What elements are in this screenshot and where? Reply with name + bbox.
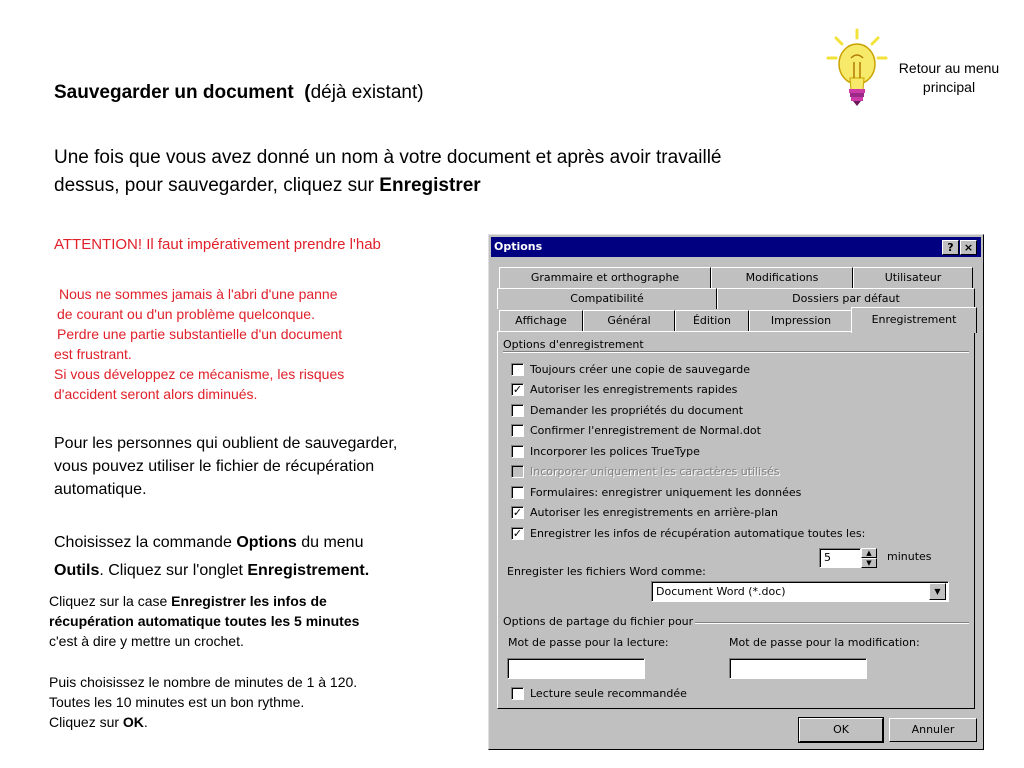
checkbox-row[interactable] (511, 504, 951, 520)
checkbox-row[interactable] (511, 422, 951, 438)
spin-up-button[interactable] (861, 548, 877, 558)
tab-modifications[interactable]: Modifications (711, 267, 853, 288)
final-instructions: Puis choisissez le nombre de minutes de 1 à 120. Toutes les 10 minutes est un bon rythme. Cliquez sur OK. (49, 674, 358, 730)
warning-line: est frustrant. (54, 346, 132, 362)
ok-button[interactable]: OK (799, 718, 883, 742)
minutes-label: minutes (887, 550, 932, 563)
password-read-label: Mot de passe pour la lecture: (508, 636, 669, 649)
tab-compatibilite[interactable]: Compatibilité (497, 288, 717, 309)
slide-title-bold: Sauvegarder un document (54, 82, 294, 103)
intro-line-2: dessus, pour sauvegarder, cliquez sur Enregistrer (54, 175, 481, 196)
readonly-label: Lecture seule recommandée (530, 687, 687, 700)
home-link-line2: principal (922, 79, 976, 95)
password-read-input[interactable] (507, 658, 645, 679)
help-icon: ? (947, 241, 954, 254)
warning-line: Nous ne sommes jamais à l'abri d'une panne (59, 286, 338, 302)
tab-edition[interactable]: Édition (675, 310, 749, 331)
instructions-paragraph: Choisissez la commande Options du menu Outils. Cliquez sur l'onglet Enregistrement. (54, 534, 370, 579)
arrow-up-icon: ▲ (866, 549, 872, 557)
checkbox-label: Confirmer l'enregistrement de Normal.dot (530, 424, 761, 437)
checkbox-label: Incorporer uniquement les caractères utilisés (530, 465, 780, 478)
home-link[interactable] (884, 59, 1014, 97)
checkbox-row[interactable] (511, 381, 951, 397)
recovery-line: vous pouvez utiliser le fichier de récupération (54, 458, 375, 475)
checkbox[interactable] (511, 424, 524, 437)
options-dialog (488, 234, 984, 750)
checkbox-row[interactable] (511, 484, 951, 500)
home-link-line1: Retour au menu (898, 60, 1000, 76)
slide-title-rest: déjà existant) (310, 82, 424, 103)
intro-text (54, 144, 722, 200)
warning-paragraph (54, 284, 344, 404)
chevron-down-icon: ▼ (934, 587, 941, 596)
intro-line-1: Une fois que vous avez donné un nom à votre document et après avoir travaillé (54, 147, 722, 168)
readonly-checkbox-row[interactable] (511, 685, 811, 701)
group-label-sharing: Options de partage du fichier pour (503, 615, 694, 628)
spin-down-button[interactable] (861, 558, 877, 568)
recovery-paragraph (54, 432, 397, 501)
attention-text: ATTENTION! Il faut impérativement prendre l'hab (54, 236, 381, 253)
tab-utilisateur[interactable]: Utilisateur (853, 267, 973, 288)
group-label-save-options: Options d'enregistrement (503, 338, 644, 351)
lightbulb-icon[interactable] (826, 28, 888, 108)
checkbox-label: Incorporer les polices TrueType (530, 445, 700, 458)
checkbox-checked[interactable]: ✓ (512, 506, 523, 519)
tab-grammaire[interactable]: Grammaire et orthographe (499, 267, 711, 288)
save-format-select[interactable]: Document Word (*.doc) (651, 581, 949, 602)
checkbox[interactable] (511, 363, 524, 376)
checkbox-row (511, 463, 951, 479)
tab-impression[interactable]: Impression (749, 310, 853, 331)
checkbox-row[interactable] (511, 402, 951, 418)
slide-title-paren: ( (304, 82, 311, 103)
checkbox[interactable] (511, 445, 524, 458)
checkbox-row[interactable] (511, 361, 951, 377)
password-modify-input[interactable] (729, 658, 867, 679)
checkbox[interactable] (511, 404, 524, 417)
instr-outils-bold: Outils (54, 562, 100, 579)
readonly-checkbox[interactable] (511, 687, 524, 700)
slide-title (54, 82, 424, 104)
help-button[interactable] (942, 240, 959, 255)
warning-line: de courant ou d'un problème quelconque. (57, 306, 315, 322)
checkbox-label: Autoriser les enregistrements en arrière-plan (530, 506, 779, 519)
warning-line: d'accident seront alors diminués. (54, 386, 258, 402)
checkbox-label: Formulaires: enregistrer uniquement les données (530, 486, 802, 499)
password-modify-label: Mot de passe pour la modification: (729, 636, 920, 649)
cancel-button[interactable]: Annuler (889, 718, 977, 742)
checkbox-label: Demander les propriétés du document (530, 404, 744, 417)
checkbox-label: Toujours créer une copie de sauvegarde (530, 363, 750, 376)
arrow-down-icon: ▼ (866, 559, 872, 567)
checkbox-instructions: Cliquez sur la case Enregistrer les infos de récupération automatique toutes les 5 minutes c'est à dire y mettre un crochet. (49, 593, 360, 649)
checkbox-row[interactable] (511, 443, 951, 459)
checkbox-label: Autoriser les enregistrements rapides (530, 383, 738, 396)
dropdown-button[interactable] (929, 583, 946, 600)
save-as-label: Enregister les fichiers Word comme: (507, 565, 706, 578)
tab-dossiers[interactable]: Dossiers par défaut (717, 288, 975, 309)
group-separator (503, 351, 969, 353)
checkbox-checked[interactable]: ✓ (512, 527, 523, 540)
checkbox-checked[interactable]: ✓ (512, 383, 523, 396)
dialog-titlebar[interactable] (491, 237, 981, 257)
minutes-input[interactable]: 5 (819, 548, 861, 568)
tab-enregistrement[interactable]: Enregistrement (851, 307, 977, 333)
dialog-title: Options (494, 240, 543, 253)
instr-options-bold: Options (236, 534, 297, 551)
checkbox-row[interactable] (511, 525, 951, 541)
checkbox (511, 465, 524, 478)
intro-bold: Enregistrer (379, 175, 481, 196)
close-button[interactable] (960, 240, 977, 255)
recovery-line: automatique. (54, 481, 147, 498)
warning-line: Si vous développez ce mécanisme, les risques (54, 366, 345, 382)
close-icon: × (963, 241, 974, 254)
instr-enregistrement-bold: Enregistrement (247, 562, 365, 579)
checkbox[interactable] (511, 486, 524, 499)
tab-general[interactable]: Général (583, 310, 675, 331)
checkbox-label: Enregistrer les infos de récupération automatique toutes les: (530, 527, 866, 540)
recovery-line: Pour les personnes qui oublient de sauvegarder, (54, 435, 398, 452)
tab-affichage[interactable]: Affichage (499, 310, 583, 331)
warning-line: Perdre une partie substantielle d'un document (57, 326, 343, 342)
